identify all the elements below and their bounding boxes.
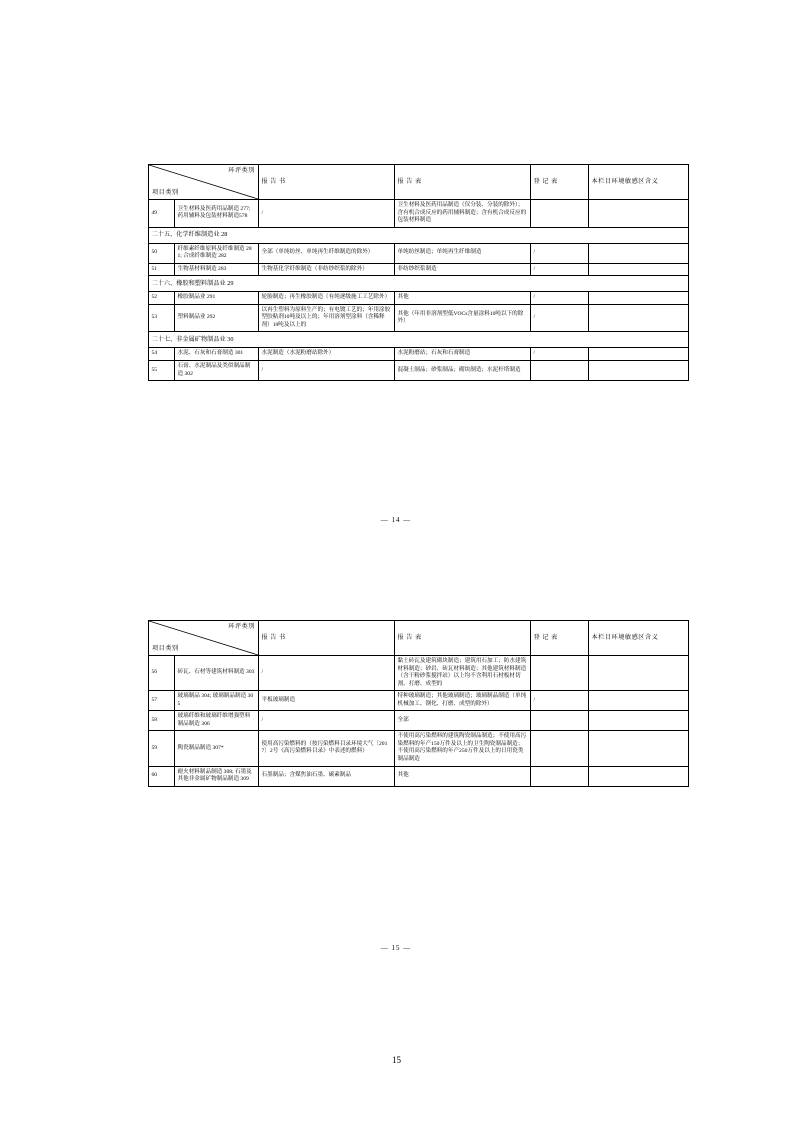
header-sensitive-area: 本栏目环境敏感区含义	[589, 165, 689, 200]
row-report-book: 平板玻璃制造	[259, 691, 395, 711]
row-registration-form: /	[531, 691, 589, 711]
row-number: 56	[149, 656, 175, 691]
table-row	[149, 361, 689, 381]
header-registration-form: 登 记 表	[531, 621, 589, 656]
table-row	[149, 656, 689, 691]
row-report-book: 生物基化学纤维制造（非纺纱织浆的除外）	[259, 263, 395, 276]
row-category: 陶瓷制品制造 307*	[175, 731, 259, 766]
table-row	[149, 766, 689, 786]
row-registration-form	[531, 766, 589, 786]
header-label-project-type: 项目类别	[152, 188, 179, 196]
section-header-row	[149, 227, 689, 243]
header-report-book: 报 告 书	[259, 621, 395, 656]
row-report-book: /	[259, 200, 395, 228]
row-category: 塑料制品业 292	[175, 304, 259, 332]
row-category: 玻璃纤维和玻璃纤维增强塑料制品制造 306	[175, 711, 259, 731]
page-marker-14: — 14 —	[380, 516, 412, 524]
section-title: 二十五、化学纤维制造业 28	[149, 227, 689, 243]
row-number: 60	[149, 766, 175, 786]
header-label-project-type: 项目类别	[152, 644, 179, 652]
row-category: 水泥、石灰和石膏制造 301	[175, 348, 259, 361]
row-registration-form: /	[531, 348, 589, 361]
row-sensitive-area	[589, 731, 689, 766]
row-report-form: 全部	[395, 711, 531, 731]
section-title: 二十七、非金属矿物制品业 30	[149, 332, 689, 348]
row-report-book: 石墨制品；含煤焦油石墨、碳素制品	[259, 766, 395, 786]
row-registration-form	[531, 361, 589, 381]
environmental-category-table-2	[148, 620, 689, 787]
table-row	[149, 263, 689, 276]
header-label-category-type: 环评类别	[228, 167, 255, 174]
row-sensitive-area	[589, 711, 689, 731]
row-report-form: 黏土砖瓦及建筑砌块制造；建筑用石加工；防水建筑材料制造；砂岩、砖瓦材料制造；其他建筑材料制造（含干粉砂浆搅拌站）以上均不含利用石材板材切割、打磨、成型的	[395, 656, 531, 691]
row-category: 卫生材料及医药用品制造 277; 药用辅料及包装材料制造578	[175, 200, 259, 228]
row-sensitive-area	[589, 766, 689, 786]
row-category: 石膏、水泥制品及类似制品制造 302	[175, 361, 259, 381]
row-sensitive-area	[589, 348, 689, 361]
row-report-book: 全部（单纯纺丝、单纯再生纤维制造的除外）	[259, 243, 395, 263]
table-row	[149, 292, 689, 305]
row-report-form: 其他	[395, 292, 531, 305]
row-report-book: 以再生塑料为原料生产的；有电镀工艺的；年用涂胶型胶粘剂10吨及以上的；年用溶剂型涂料（含稀释剂）10吨及以上的	[259, 304, 395, 332]
row-report-book: 轮胎制造；再生橡胶制造（有纯逐级施工工艺除外）	[259, 292, 395, 305]
table-header-row	[149, 621, 689, 656]
table-row	[149, 304, 689, 332]
row-category: 纤维素纤维原料及纤维制造 281; 合成纤维制造 282	[175, 243, 259, 263]
row-category: 橡胶制品业 291	[175, 292, 259, 305]
table-row	[149, 348, 689, 361]
row-number: 54	[149, 348, 175, 361]
row-category: 砖瓦、石材等建筑材料制造 303	[175, 656, 259, 691]
row-report-form: 不使用高污染燃料的建筑陶瓷制品制造；不使用高污染燃料的年产150万件及以上的卫生陶瓷制品制造；不使用高污染燃料的年产250万件及以上的日用瓷类制品制造	[395, 731, 531, 766]
header-label-category-type: 环评类别	[228, 623, 255, 630]
footer-page-number: 15	[392, 1055, 401, 1065]
row-report-form: 单纯纺丝制造；单纯再生纤维制造	[395, 243, 531, 263]
row-report-book: /	[259, 361, 395, 381]
row-report-form: 特种玻璃制造；其他玻璃制造；玻璃制品制造（单纯机械加工、钢化、打磨、成型的除外）	[395, 691, 531, 711]
row-report-form: 水泥粉磨站；石灰和石膏制造	[395, 348, 531, 361]
table-row	[149, 711, 689, 731]
row-registration-form	[531, 200, 589, 228]
row-report-form: 卫生材料及医药用品制造（仅分装、分装的除外）；含有机合成反应的药用辅料制造；含有机合成反应的包装材料制造	[395, 200, 531, 228]
header-sensitive-area: 本栏目环境敏感区含义	[589, 621, 689, 656]
row-sensitive-area	[589, 304, 689, 332]
row-report-form: 其他（年用非溶剂型低VOCs含量涂料10吨以下的除外）	[395, 304, 531, 332]
row-number: 51	[149, 263, 175, 276]
row-number: 57	[149, 691, 175, 711]
table-row	[149, 731, 689, 766]
row-sensitive-area	[589, 263, 689, 276]
table-row	[149, 691, 689, 711]
row-category: 玻璃制品 304; 玻璃制品制造 305	[175, 691, 259, 711]
row-registration-form	[531, 731, 589, 766]
header-report-form: 报 告 表	[395, 621, 531, 656]
row-sensitive-area	[589, 656, 689, 691]
row-sensitive-area	[589, 200, 689, 228]
row-report-form: 非纺纱织浆制造	[395, 263, 531, 276]
row-sensitive-area	[589, 361, 689, 381]
row-category: 耐火材料制品制造 308; 石墨及其他非金属矿物制品制造 309	[175, 766, 259, 786]
section-header-row	[149, 332, 689, 348]
table-header-row	[149, 165, 689, 200]
table-row	[149, 243, 689, 263]
row-report-book: /	[259, 711, 395, 731]
header-report-book: 报 告 书	[259, 165, 395, 200]
row-report-book: 使用高污染燃料的（按污染燃料目录环境大气〔2017〕2号《高污染燃料目录》中表述的燃料）	[259, 731, 395, 766]
section-header-row	[149, 276, 689, 292]
header-corner-cell	[149, 621, 259, 656]
header-report-form: 报 告 表	[395, 165, 531, 200]
table-block-1	[148, 164, 659, 381]
row-number: 53	[149, 304, 175, 332]
header-corner-cell	[149, 165, 259, 200]
row-report-form: 混凝土制品；砂浆制品；砌块制造；水泥杆塔制造	[395, 361, 531, 381]
row-report-book: /	[259, 656, 395, 691]
table-row	[149, 200, 689, 228]
row-registration-form	[531, 711, 589, 731]
section-title: 二十六、橡胶和塑料制品业 29	[149, 276, 689, 292]
row-registration-form: /	[531, 243, 589, 263]
row-number: 59	[149, 731, 175, 766]
row-registration-form: /	[531, 292, 589, 305]
header-registration-form: 登 记 表	[531, 165, 589, 200]
row-registration-form: /	[531, 304, 589, 332]
page-marker-15: — 15 —	[380, 944, 412, 952]
environmental-category-table-1	[148, 164, 689, 381]
row-sensitive-area	[589, 243, 689, 263]
row-registration-form: /	[531, 263, 589, 276]
row-category: 生物基材料制造 283	[175, 263, 259, 276]
row-number: 50	[149, 243, 175, 263]
row-number: 49	[149, 200, 175, 228]
row-number: 52	[149, 292, 175, 305]
row-number: 55	[149, 361, 175, 381]
table-block-2	[148, 620, 659, 787]
row-report-form: 其他	[395, 766, 531, 786]
row-report-book: 水泥制造（水泥粉磨站除外）	[259, 348, 395, 361]
row-sensitive-area	[589, 292, 689, 305]
row-sensitive-area	[589, 691, 689, 711]
row-number: 58	[149, 711, 175, 731]
row-registration-form	[531, 656, 589, 691]
